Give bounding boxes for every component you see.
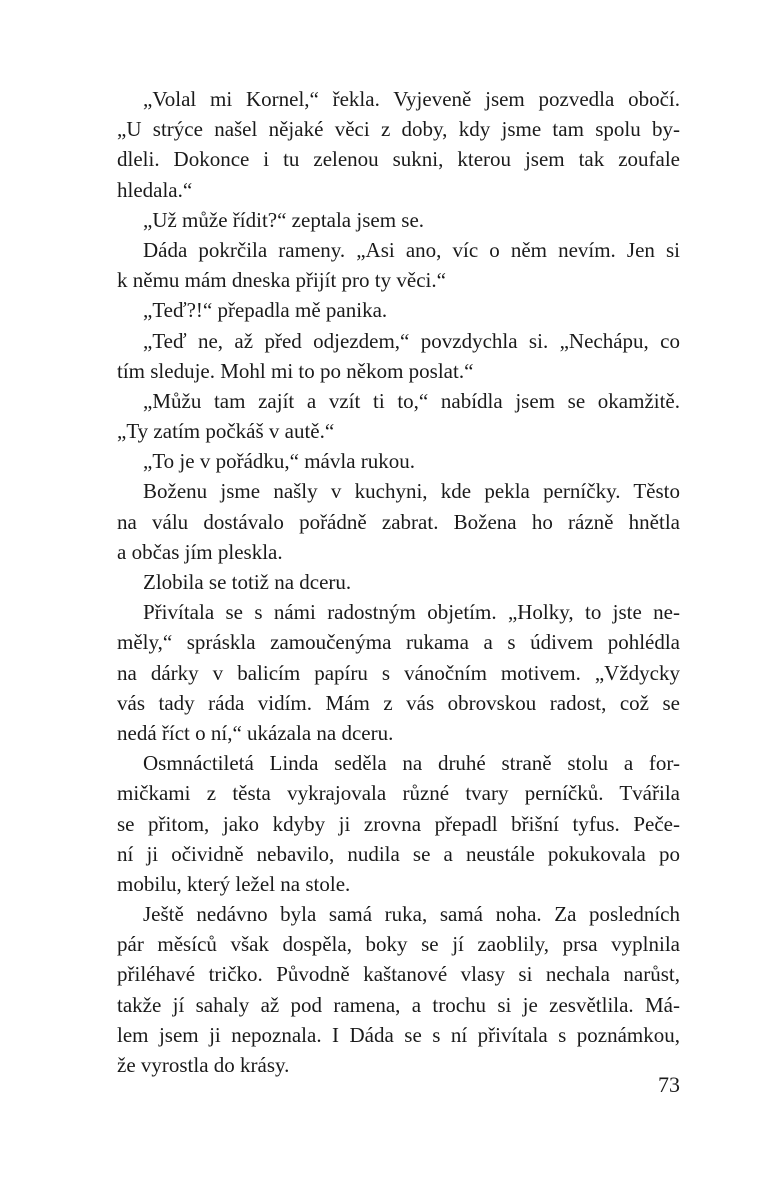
body-text (117, 84, 680, 1080)
text-line: „Můžu tam zajít a vzít ti to,“ nabídla jsem se okamžitě. (143, 388, 680, 413)
text-line: na dárky v balicím papíru s vánočním motivem. „Vždycky (117, 660, 680, 685)
text-line: mobilu, který ležel na stole. (117, 871, 351, 896)
text-line: Dáda pokrčila rameny. „Asi ano, víc o něm nevím. Jen si (143, 237, 680, 262)
text-line: „To je v pořádku,“ mávla rukou. (143, 449, 416, 474)
text-line: pár měsíců však dospěla, boky se jí zaoblily, prsa vyplnila (117, 932, 680, 957)
text-line: „Teď ne, až před odjezdem,“ povzdychla si. „Nechápu, co (143, 328, 680, 353)
text-line: se přitom, jako kdyby ji zrovna přepadl břišní tyfus. Peče- (117, 811, 680, 836)
text-line: hledala.“ (117, 177, 193, 202)
text-line: „U strýce našel nějaké věci z doby, kdy jsme tam spolu by- (117, 117, 680, 142)
text-line: mičkami z těsta vykrajovala různé tvary perníčků. Tvářila (117, 781, 680, 806)
text-line: že vyrostla do krásy. (117, 1053, 290, 1077)
text-line: tím sleduje. Mohl mi to po někom poslat.“ (117, 358, 474, 383)
text-line: ní ji očividně nebavilo, nudila se a neustále pokukovala po (117, 841, 680, 866)
text-line: „Už může řídit?“ zeptala jsem se. (143, 207, 425, 232)
text-line: Boženu jsme našly v kuchyni, kde pekla perníčky. Těsto (143, 479, 680, 504)
text-line: dleli. Dokonce i tu zelenou sukni, kterou jsem tak zoufale (117, 147, 680, 172)
text-line: „Volal mi Kornel,“ řekla. Vyjeveně jsem pozvedla obočí. (143, 87, 680, 111)
text-line: takže jí sahaly až pod ramena, a trochu si je zesvětlila. Má- (117, 992, 680, 1017)
text-line: Přivítala se s námi radostným objetím. „Holky, to jste ne- (143, 600, 680, 625)
page-number: 73 (658, 1072, 680, 1097)
text-line: lem jsem ji nepoznala. I Dáda se s ní přivítala s poznámkou, (117, 1022, 680, 1047)
text-line: měly,“ spráskla zamoučenýma rukama a s údivem pohlédla (117, 630, 680, 655)
text-line: Ještě nedávno byla samá ruka, samá noha. Za posledních (143, 902, 680, 927)
text-line: vás tady ráda vidím. Mám z vás obrovskou radost, což se (117, 690, 680, 715)
text-line: na válu dostávalo pořádně zabrat. Božena ho rázně hnětla (117, 509, 680, 534)
text-line: nedá říct o ní,“ ukázala na dceru. (117, 720, 394, 745)
text-line: Zlobila se totiž na dceru. (143, 570, 352, 594)
text-line: „Teď?!“ přepadla mě panika. (143, 298, 388, 323)
text-line: „Ty zatím počkáš v autě.“ (117, 419, 335, 444)
text-line: a občas jím pleskla. (117, 539, 283, 564)
text-line: Osmnáctiletá Linda seděla na druhé straně stolu a for- (143, 751, 680, 776)
text-line: přiléhavé tričko. Původně kaštanové vlasy si nechala narůst, (117, 962, 680, 987)
text-line: k němu mám dneska přijít pro ty věci.“ (117, 268, 446, 293)
